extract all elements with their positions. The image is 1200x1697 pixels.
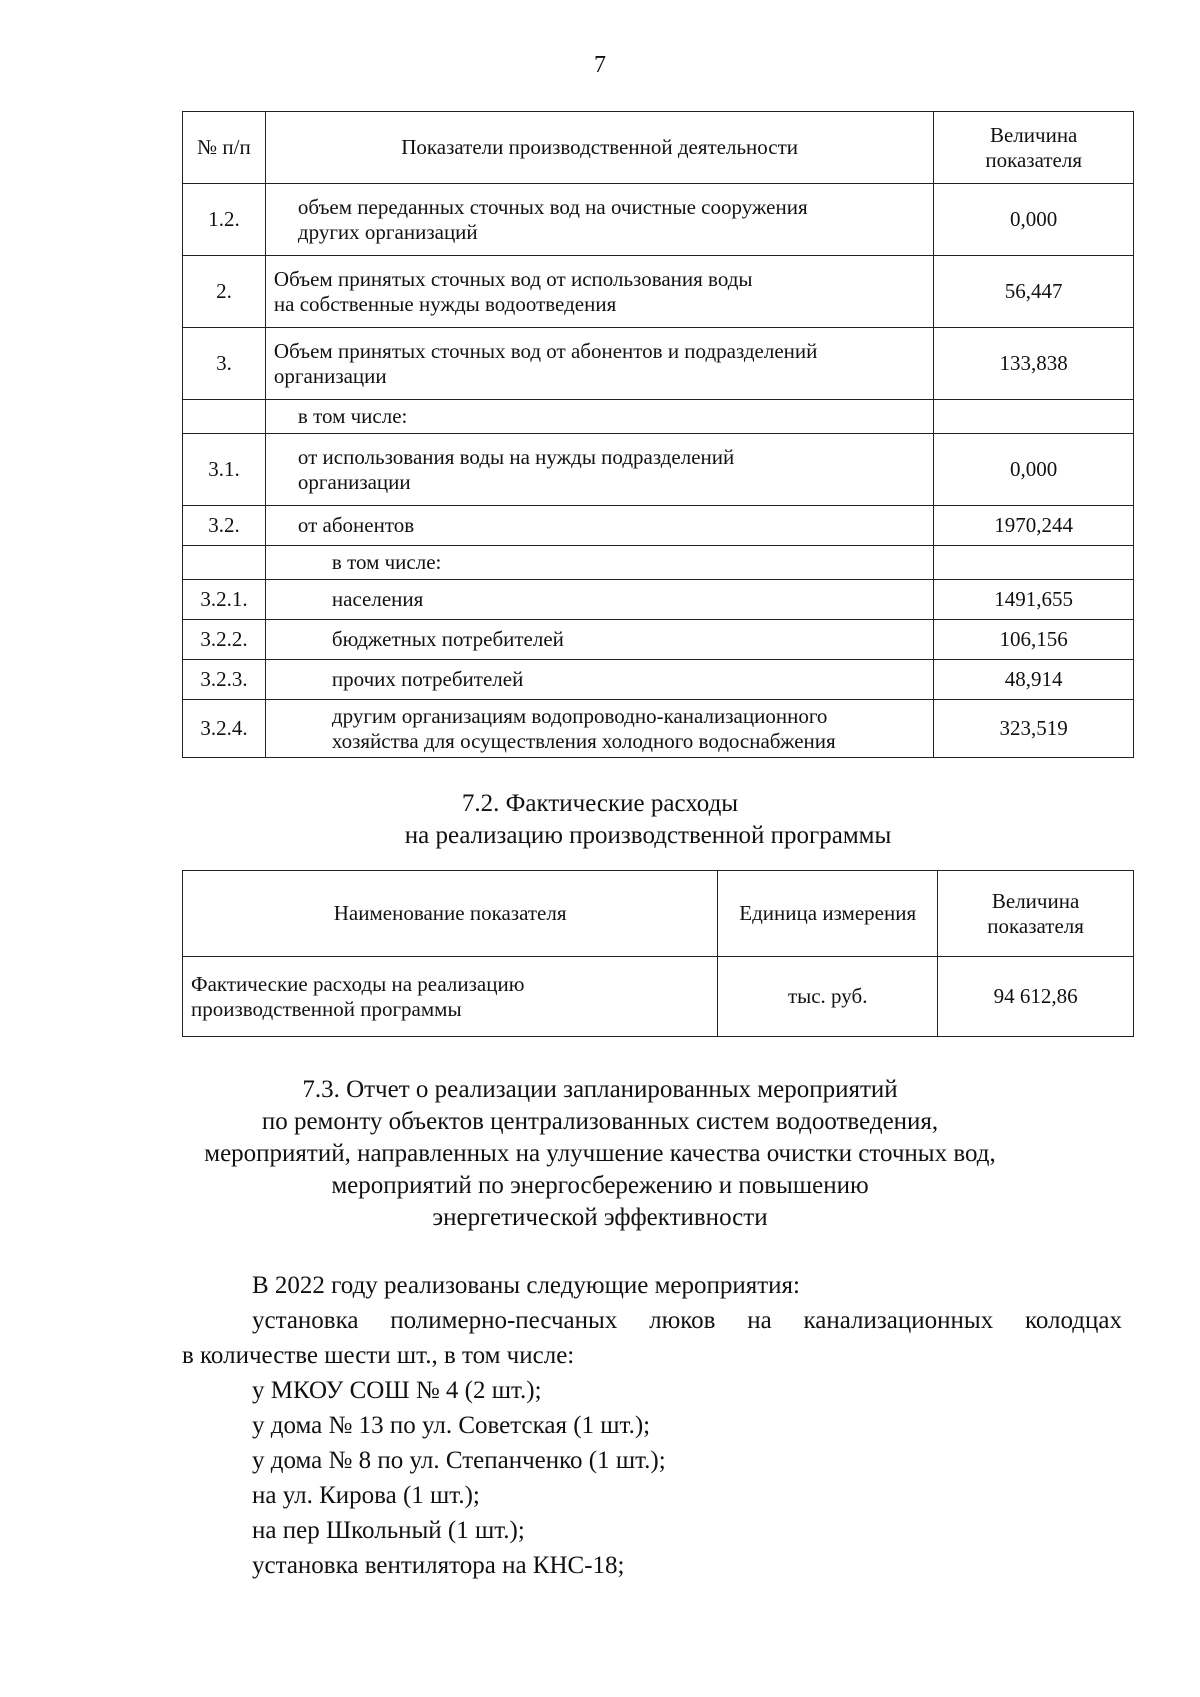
row-name: бюджетных потребителей [265,620,933,660]
table-row [183,328,1134,400]
table-row [183,256,1134,328]
intro-paragraph: В 2022 году реализованы следующие мероприятия: [252,1272,800,1299]
row-value: 1491,655 [934,580,1134,620]
row-unit: тыс. руб. [718,957,938,1037]
table-row [183,957,1134,1037]
section-7-3-title-line: 7.3. Отчет о реализации запланированных мероприятий [302,1076,898,1103]
row-name: в том числе: [265,400,933,434]
row-value: 0,000 [934,434,1134,506]
section-7-2-title-line1: 7.2. Фактические расходы [461,790,739,817]
row-name-line2: хозяйства для осуществления холодного водоснабжения [331,728,836,753]
header-value-line1: Величина [991,888,1080,913]
header-value [938,871,1134,957]
table-row [183,620,1134,660]
row-name-line1: от использования воды на нужды подразделений [297,444,735,469]
list-item: у дома № 13 по ул. Советская (1 шт.); [252,1412,651,1439]
section-7-3-title-line: мероприятий, направленных на улучшение качества очистки сточных вод, [204,1140,996,1167]
row-name-line1: Объем принятых сточных вод от использования воды [273,266,753,291]
row-name [183,957,718,1037]
row-num: 3. [183,328,266,400]
row-num: 3.2.2. [183,620,266,660]
row-name: в том числе: [265,546,933,580]
table-header-row [183,112,1134,184]
row-num [183,400,266,434]
row-num: 3.1. [183,434,266,506]
page-number: 7 [594,52,606,78]
row-value: 106,156 [934,620,1134,660]
item-2: установка вентилятора на КНС-18; [252,1552,625,1579]
header-indicator-name: Наименование показателя [183,871,718,957]
row-num [183,546,266,580]
body-text [182,1268,1122,1583]
header-value-line2: показателя [987,913,1084,938]
row-name-line2: организации [273,363,387,388]
table-row [183,506,1134,546]
section-7-3-heading [0,1074,1200,1234]
list-item: у МКОУ СОШ № 4 (2 шт.); [252,1377,542,1404]
row-value: 1970,244 [934,506,1134,546]
header-value-line1: Величина [989,122,1078,147]
row-value: 94 612,86 [938,957,1134,1037]
row-num: 3.2.3. [183,660,266,700]
row-name-line2: производственной программы [191,996,462,1021]
row-num: 3.2.4. [183,700,266,758]
row-name: населения [265,580,933,620]
row-name [265,434,933,506]
actual-expenses-table [182,870,1134,1037]
table-row [183,660,1134,700]
header-indicator-name: Показатели производственной деятельности [265,112,933,184]
row-value [934,400,1134,434]
row-value: 323,519 [934,700,1134,758]
row-num: 2. [183,256,266,328]
table-row [183,400,1134,434]
row-name-line2: других организаций [297,219,478,244]
section-7-2-title-line2: на реализацию производственной программы [404,822,892,849]
row-num: 3.2. [183,506,266,546]
table-row [183,580,1134,620]
row-name-line1: объем переданных сточных вод на очистные сооружения [297,194,808,219]
section-7-2-heading [0,788,1200,852]
table-row [183,700,1134,758]
row-name-line2: на собственные нужды водоотведения [273,291,617,316]
row-value: 133,838 [934,328,1134,400]
row-name: прочих потребителей [265,660,933,700]
row-value: 48,914 [934,660,1134,700]
row-num: 1.2. [183,184,266,256]
row-value: 56,447 [934,256,1134,328]
row-name: от абонентов [265,506,933,546]
list-item: на пер Школьный (1 шт.); [252,1517,525,1544]
section-7-3-title-line: мероприятий по энергосбережению и повышению [331,1172,869,1199]
table-row [183,546,1134,580]
row-name-line1: другим организациям водопроводно-канализационного [331,703,828,728]
section-7-3-title-line: по ремонту объектов централизованных систем водоотведения, [261,1108,939,1135]
header-value [934,112,1134,184]
list-item: у дома № 8 по ул. Степанченко (1 шт.); [252,1447,666,1474]
header-value-line2: показателя [985,147,1082,172]
row-name-line1: Объем принятых сточных вод от абонентов и подразделений [273,338,818,363]
row-name [265,700,933,758]
item-1-line1: установка полимерно-песчаных люков на канализационных колодцах [252,1307,1122,1334]
row-num: 3.2.1. [183,580,266,620]
list-item: на ул. Кирова (1 шт.); [252,1482,480,1509]
section-7-3-title-line: энергетической эффективности [432,1204,768,1231]
header-num: № п/п [183,112,266,184]
row-name [265,256,933,328]
table-row [183,184,1134,256]
header-unit: Единица измерения [718,871,938,957]
table-row [183,434,1134,506]
production-indicators-table [182,111,1134,758]
row-value [934,546,1134,580]
row-name [265,328,933,400]
row-name-line2: организации [297,469,411,494]
row-name [265,184,933,256]
item-1-line2: в количестве шести шт., в том числе: [182,1342,575,1369]
row-name-line1: Фактические расходы на реализацию [191,971,525,996]
row-value: 0,000 [934,184,1134,256]
table-header-row [183,871,1134,957]
